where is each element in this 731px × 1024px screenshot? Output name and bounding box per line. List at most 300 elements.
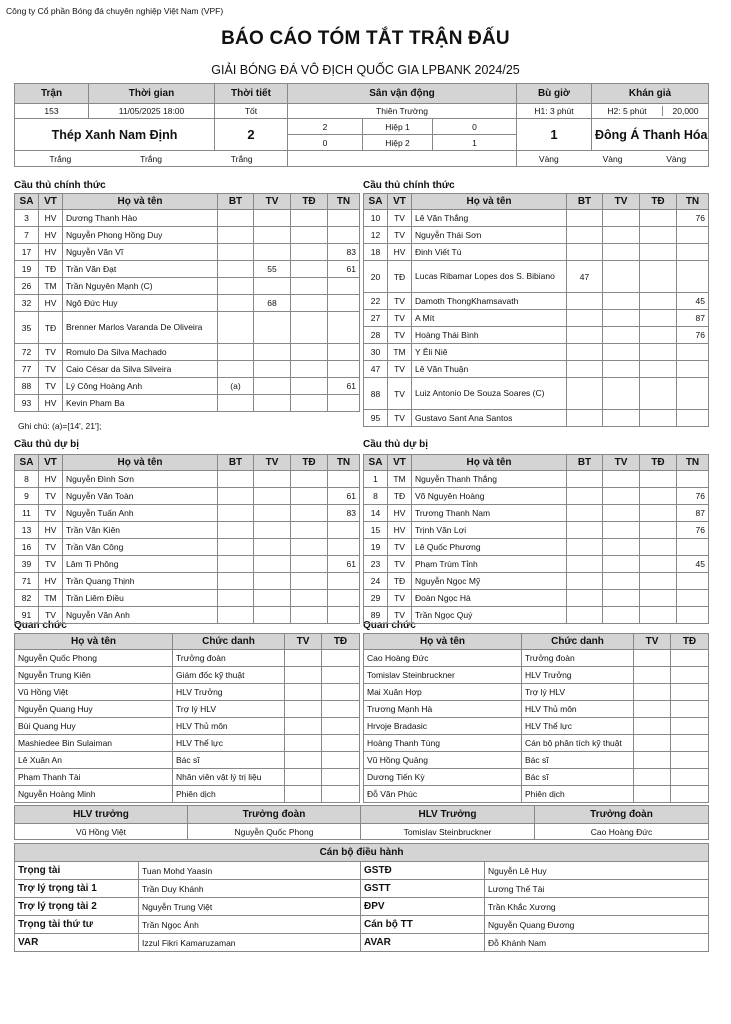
official-tv: [634, 735, 671, 752]
yellow-tv: [603, 488, 640, 505]
header-khangia: Khán giả: [592, 84, 709, 104]
player-number: 23: [364, 556, 388, 573]
player-row: [15, 312, 360, 344]
player-name: Nguyễn Thái Sơn: [412, 227, 567, 244]
player-number: 95: [364, 410, 388, 427]
yellow-tv: [603, 607, 640, 624]
sub-tn: [328, 361, 360, 378]
official-name: Nguyễn Hoàng Minh: [15, 786, 173, 803]
official-role: HLV Trưởng: [173, 684, 285, 701]
sub-tn: 61: [328, 378, 360, 395]
player-name: Lê Quốc Phương: [412, 539, 567, 556]
player-row: [15, 607, 360, 624]
half1-label: Hiệp 1: [363, 119, 433, 135]
official-name: Dương Tiến Kỳ: [364, 769, 522, 786]
player-number: 22: [364, 293, 388, 310]
player-position: TV: [39, 488, 63, 505]
referee-row: [15, 916, 709, 934]
player-position: TV: [388, 310, 412, 327]
col-tv-header: TV: [603, 455, 640, 471]
player-name: Trần Liêm Điều: [63, 590, 218, 607]
yellow-tv: 68: [254, 295, 291, 312]
sub-tn: [328, 312, 360, 344]
yellow-tv: [254, 522, 291, 539]
official-tv: [634, 701, 671, 718]
league-subtitle: GIẢI BÓNG ĐÁ VÔ ĐỊCH QUỐC GIA LPBANK 2024/25: [211, 63, 520, 77]
home-note: Ghi chú: (a)=[14', 21'];: [18, 421, 102, 431]
col-name-header: Họ và tên: [412, 455, 567, 471]
col-tv-header: TV: [254, 194, 291, 210]
official-name: Bùi Quang Huy: [15, 718, 173, 735]
col-td-header: TĐ: [291, 455, 328, 471]
sub-tn: 45: [677, 556, 709, 573]
player-number: 18: [364, 244, 388, 261]
col-name-header: Họ và tên: [15, 634, 173, 650]
goals-bt: [218, 522, 254, 539]
goals-bt: [218, 244, 254, 261]
player-name: Nguyễn Văn Anh: [63, 607, 218, 624]
header-thoigian: Thời gian: [89, 84, 215, 104]
player-position: TV: [388, 607, 412, 624]
yellow-tv: [603, 410, 640, 427]
player-name: Damoth ThongKhamsavath: [412, 293, 567, 310]
referee-role-label: VAR: [15, 934, 139, 952]
supervisor-role-label: GSTT: [361, 880, 485, 898]
player-number: 19: [364, 539, 388, 556]
red-td: [640, 310, 677, 327]
report-title: BÁO CÁO TÓM TẮT TRẬN ĐẤU: [221, 28, 510, 49]
player-number: 93: [15, 395, 39, 412]
col-name-header: Họ và tên: [63, 194, 218, 210]
player-name: Trần Nguyên Mạnh (C): [63, 278, 218, 295]
player-name: Lê Văn Thắng: [412, 210, 567, 227]
supervisor-role-label: ĐPV: [361, 898, 485, 916]
player-row: [15, 573, 360, 590]
player-row: [15, 522, 360, 539]
col-name-header: Họ và tên: [63, 455, 218, 471]
yellow-tv: [603, 344, 640, 361]
player-name: Romulo Da Silva Machado: [63, 344, 218, 361]
home-kit-3: Trắng: [230, 153, 253, 164]
player-position: HV: [39, 244, 63, 261]
red-td: [640, 227, 677, 244]
match-time: 11/05/2025 18:00: [89, 104, 215, 119]
player-name: Brenner Marlos Varanda De Oliveira: [63, 312, 218, 344]
official-role: HLV Thủ môn: [173, 718, 285, 735]
referees-table: [14, 843, 709, 952]
player-row: [15, 244, 360, 261]
home-team-name: Thép Xanh Nam Định: [15, 119, 215, 151]
goals-bt: (a): [218, 378, 254, 395]
official-name: Tomislav Steinbruckner: [364, 667, 522, 684]
official-name: Nguyễn Quang Huy: [15, 701, 173, 718]
goals-bt: [567, 327, 603, 344]
red-td: [291, 607, 328, 624]
yellow-tv: [603, 505, 640, 522]
player-row: [364, 293, 709, 310]
player-number: 1: [364, 471, 388, 488]
official-row: [364, 684, 709, 701]
yellow-tv: [254, 361, 291, 378]
sub-tn: [328, 607, 360, 624]
official-row: [15, 684, 360, 701]
red-td: [640, 505, 677, 522]
goals-bt: [567, 590, 603, 607]
player-number: 15: [364, 522, 388, 539]
yellow-tv: [603, 471, 640, 488]
player-name: Trịnh Văn Lợi: [412, 522, 567, 539]
red-td: [291, 244, 328, 261]
referee-role-label: Trọng tài: [15, 862, 139, 880]
supervisor-name: Nguyễn Quang Đương: [485, 916, 709, 934]
player-name: A Mít: [412, 310, 567, 327]
player-position: TV: [39, 378, 63, 395]
player-row: [364, 539, 709, 556]
red-td: [640, 344, 677, 361]
yellow-tv: 55: [254, 261, 291, 278]
official-row: [15, 786, 360, 803]
player-number: 16: [15, 539, 39, 556]
player-position: TV: [39, 607, 63, 624]
red-td: [291, 573, 328, 590]
player-number: 71: [15, 573, 39, 590]
player-row: [364, 488, 709, 505]
player-position: TV: [388, 227, 412, 244]
player-row: [364, 410, 709, 427]
official-name: Phạm Thanh Tài: [15, 769, 173, 786]
yellow-tv: [254, 244, 291, 261]
official-td: [322, 752, 360, 769]
player-name: Nguyễn Đình Sơn: [63, 471, 218, 488]
official-name: Đỗ Văn Phúc: [364, 786, 522, 803]
referee-name: Izzul Fikri Kamaruzaman: [139, 934, 361, 952]
away-subs-table: [363, 454, 709, 624]
official-row: [15, 718, 360, 735]
referee-row: [15, 880, 709, 898]
red-td: [291, 488, 328, 505]
goals-bt: [567, 293, 603, 310]
official-td: [671, 684, 709, 701]
player-number: 8: [15, 471, 39, 488]
official-tv: [634, 667, 671, 684]
official-row: [364, 650, 709, 667]
red-td: [291, 210, 328, 227]
player-position: HV: [388, 244, 412, 261]
away-officials-table: [363, 633, 709, 803]
official-role: Phiên dịch: [522, 786, 634, 803]
referee-role-label: Trợ lý trọng tài 1: [15, 880, 139, 898]
red-td: [640, 607, 677, 624]
col-sa-header: SA: [15, 455, 39, 471]
col-td-header: TĐ: [640, 455, 677, 471]
official-row: [364, 718, 709, 735]
home-starters-title: Cầu thủ chính thức: [14, 180, 106, 191]
official-tv: [634, 684, 671, 701]
player-position: TĐ: [39, 261, 63, 278]
player-position: TM: [39, 278, 63, 295]
player-row: [15, 556, 360, 573]
official-role: Cán bộ phân tích kỹ thuật: [522, 735, 634, 752]
col-sa-header: SA: [364, 194, 388, 210]
official-td: [671, 650, 709, 667]
official-row: [15, 752, 360, 769]
player-name: Dương Thanh Hào: [63, 210, 218, 227]
col-vt-header: VT: [388, 194, 412, 210]
player-position: TĐ: [388, 261, 412, 293]
red-td: [291, 361, 328, 378]
player-position: TV: [388, 590, 412, 607]
official-row: [364, 735, 709, 752]
official-name: Vũ Hồng Quảng: [364, 752, 522, 769]
player-position: TV: [388, 539, 412, 556]
goals-bt: [567, 344, 603, 361]
yellow-tv: [603, 293, 640, 310]
official-tv: [285, 735, 322, 752]
player-name: Lê Văn Thuận: [412, 361, 567, 378]
yellow-tv: [254, 539, 291, 556]
home-officials-table: [14, 633, 360, 803]
player-name: Nguyễn Phong Hồng Duy: [63, 227, 218, 244]
red-td: [640, 261, 677, 293]
yellow-tv: [603, 310, 640, 327]
goals-bt: [218, 261, 254, 278]
player-row: [15, 488, 360, 505]
red-td: [640, 210, 677, 227]
match-stadium: Thiên Trường: [288, 104, 517, 119]
home-starters-table: [14, 193, 360, 412]
player-name: Trần Quang Thịnh: [63, 573, 218, 590]
half1-away: 0: [433, 119, 517, 135]
goals-bt: [218, 505, 254, 522]
player-row: [364, 573, 709, 590]
sub-tn: [677, 590, 709, 607]
yellow-tv: [603, 539, 640, 556]
player-row: [364, 261, 709, 293]
official-name: Nguyễn Quốc Phong: [15, 650, 173, 667]
red-td: [291, 471, 328, 488]
home-kit-2: Trắng: [140, 153, 162, 164]
player-position: HV: [39, 227, 63, 244]
official-row: [364, 752, 709, 769]
official-tv: [285, 701, 322, 718]
col-bt-header: BT: [567, 194, 603, 210]
official-td: [322, 684, 360, 701]
match-number: 153: [15, 104, 89, 119]
player-number: 88: [364, 378, 388, 410]
col-td-header: TĐ: [671, 634, 709, 650]
col-tv-header: TV: [603, 194, 640, 210]
away-kit-3: Vàng: [666, 153, 687, 164]
goals-bt: [567, 210, 603, 227]
col-name-header: Họ và tên: [364, 634, 522, 650]
player-row: [364, 210, 709, 227]
header-thoitiet: Thời tiết: [215, 84, 288, 104]
stoppage-h2: H2: 5 phút: [592, 106, 663, 116]
red-td: [291, 344, 328, 361]
player-name: Nguyễn Văn Vĩ: [63, 244, 218, 261]
header-tran: Trận: [15, 84, 89, 104]
yellow-tv: [254, 573, 291, 590]
official-td: [671, 667, 709, 684]
player-position: TV: [39, 344, 63, 361]
red-td: [640, 410, 677, 427]
referee-row: [15, 898, 709, 916]
player-number: 11: [15, 505, 39, 522]
player-row: [15, 471, 360, 488]
player-position: TM: [388, 344, 412, 361]
player-position: HV: [388, 505, 412, 522]
goals-bt: [218, 295, 254, 312]
player-number: 47: [364, 361, 388, 378]
player-row: [15, 505, 360, 522]
player-position: TV: [388, 361, 412, 378]
player-row: [364, 244, 709, 261]
yellow-tv: [603, 327, 640, 344]
referees-title: Cán bộ điều hành: [15, 844, 709, 862]
player-row: [15, 210, 360, 227]
official-tv: [285, 684, 322, 701]
player-position: TĐ: [388, 488, 412, 505]
away-td-label: Trưởng đoàn: [535, 806, 709, 824]
goals-bt: [218, 488, 254, 505]
sub-tn: [677, 410, 709, 427]
official-name: Trương Mạnh Hà: [364, 701, 522, 718]
player-name: Nguyễn Văn Toàn: [63, 488, 218, 505]
player-number: 3: [15, 210, 39, 227]
sub-tn: [328, 539, 360, 556]
player-row: [364, 556, 709, 573]
home-subs-table: [14, 454, 360, 624]
referee-name: Nguyễn Trung Việt: [139, 898, 361, 916]
goals-bt: [567, 310, 603, 327]
official-role: HLV Trưởng: [522, 667, 634, 684]
goals-bt: [567, 378, 603, 410]
red-td: [640, 293, 677, 310]
red-td: [640, 327, 677, 344]
sub-tn: [677, 607, 709, 624]
player-position: TĐ: [39, 312, 63, 344]
half2-label: Hiệp 2: [363, 135, 433, 151]
col-tn-header: TN: [677, 455, 709, 471]
goals-bt: [218, 278, 254, 295]
sub-tn: 87: [677, 505, 709, 522]
red-td: [291, 505, 328, 522]
official-td: [322, 701, 360, 718]
sub-tn: 87: [677, 310, 709, 327]
official-name: Hoàng Thanh Tùng: [364, 735, 522, 752]
red-td: [291, 295, 328, 312]
sub-tn: [328, 344, 360, 361]
yellow-tv: [603, 210, 640, 227]
yellow-tv: [254, 344, 291, 361]
player-position: TV: [39, 361, 63, 378]
col-name-header: Họ và tên: [412, 194, 567, 210]
player-name: Trần Văn Công: [63, 539, 218, 556]
official-row: [364, 769, 709, 786]
red-td: [640, 361, 677, 378]
official-td: [322, 735, 360, 752]
stoppage-h1: H1: 3 phút: [517, 104, 592, 119]
official-tv: [285, 752, 322, 769]
official-role: HLV Thủ môn: [522, 701, 634, 718]
player-position: HV: [39, 295, 63, 312]
official-tv: [634, 718, 671, 735]
red-td: [291, 227, 328, 244]
official-role: Trưởng đoàn: [173, 650, 285, 667]
sub-tn: [328, 471, 360, 488]
yellow-tv: [254, 210, 291, 227]
player-number: 19: [15, 261, 39, 278]
sub-tn: 76: [677, 522, 709, 539]
stoppage-h2-and-attendance: [592, 104, 709, 119]
player-number: 12: [364, 227, 388, 244]
official-role: Trợ lý HLV: [522, 684, 634, 701]
player-position: TĐ: [388, 573, 412, 590]
player-name: Đinh Viết Tú: [412, 244, 567, 261]
official-row: [15, 701, 360, 718]
red-td: [640, 522, 677, 539]
player-number: 89: [364, 607, 388, 624]
red-td: [640, 556, 677, 573]
official-role: Trợ lý HLV: [173, 701, 285, 718]
player-name: Kevin Pham Ba: [63, 395, 218, 412]
away-team-name: Đông Á Thanh Hóa: [592, 119, 709, 151]
red-td: [640, 471, 677, 488]
player-name: Trần Ngọc Quý: [412, 607, 567, 624]
home-subs-title: Cầu thủ dự bị: [14, 439, 80, 450]
yellow-tv: [603, 590, 640, 607]
red-td: [291, 261, 328, 278]
official-td: [671, 752, 709, 769]
red-td: [291, 539, 328, 556]
goals-bt: [218, 210, 254, 227]
official-tv: [285, 718, 322, 735]
supervisor-role-label: Cán bộ TT: [361, 916, 485, 934]
goals-bt: [567, 488, 603, 505]
player-name: Lâm Ti Phông: [63, 556, 218, 573]
away-score: 1: [517, 119, 592, 151]
away-subs-title: Cầu thủ dự bị: [363, 439, 429, 450]
sub-tn: [328, 522, 360, 539]
referee-role-label: Trợ lý trọng tài 2: [15, 898, 139, 916]
player-name: Nguyễn Ngọc Mỹ: [412, 573, 567, 590]
goals-bt: [567, 505, 603, 522]
red-td: [291, 590, 328, 607]
yellow-tv: [603, 573, 640, 590]
player-row: [15, 261, 360, 278]
player-name: Lucas Ribamar Lopes dos S. Bibiano: [412, 261, 567, 293]
col-bt-header: BT: [218, 194, 254, 210]
goals-bt: [567, 607, 603, 624]
supervisor-role-label: AVAR: [361, 934, 485, 952]
goals-bt: [218, 361, 254, 378]
goals-bt: [218, 344, 254, 361]
official-row: [15, 769, 360, 786]
home-td-name: Nguyễn Quốc Phong: [188, 824, 361, 840]
goals-bt: [218, 607, 254, 624]
goals-bt: [567, 556, 603, 573]
player-number: 20: [364, 261, 388, 293]
player-number: 39: [15, 556, 39, 573]
sub-tn: [328, 573, 360, 590]
player-name: Trần Văn Đạt: [63, 261, 218, 278]
sub-tn: 45: [677, 293, 709, 310]
sub-tn: 76: [677, 488, 709, 505]
sub-tn: [677, 471, 709, 488]
player-row: [364, 227, 709, 244]
home-hlv-label: HLV trưởng: [15, 806, 188, 824]
player-number: 17: [15, 244, 39, 261]
